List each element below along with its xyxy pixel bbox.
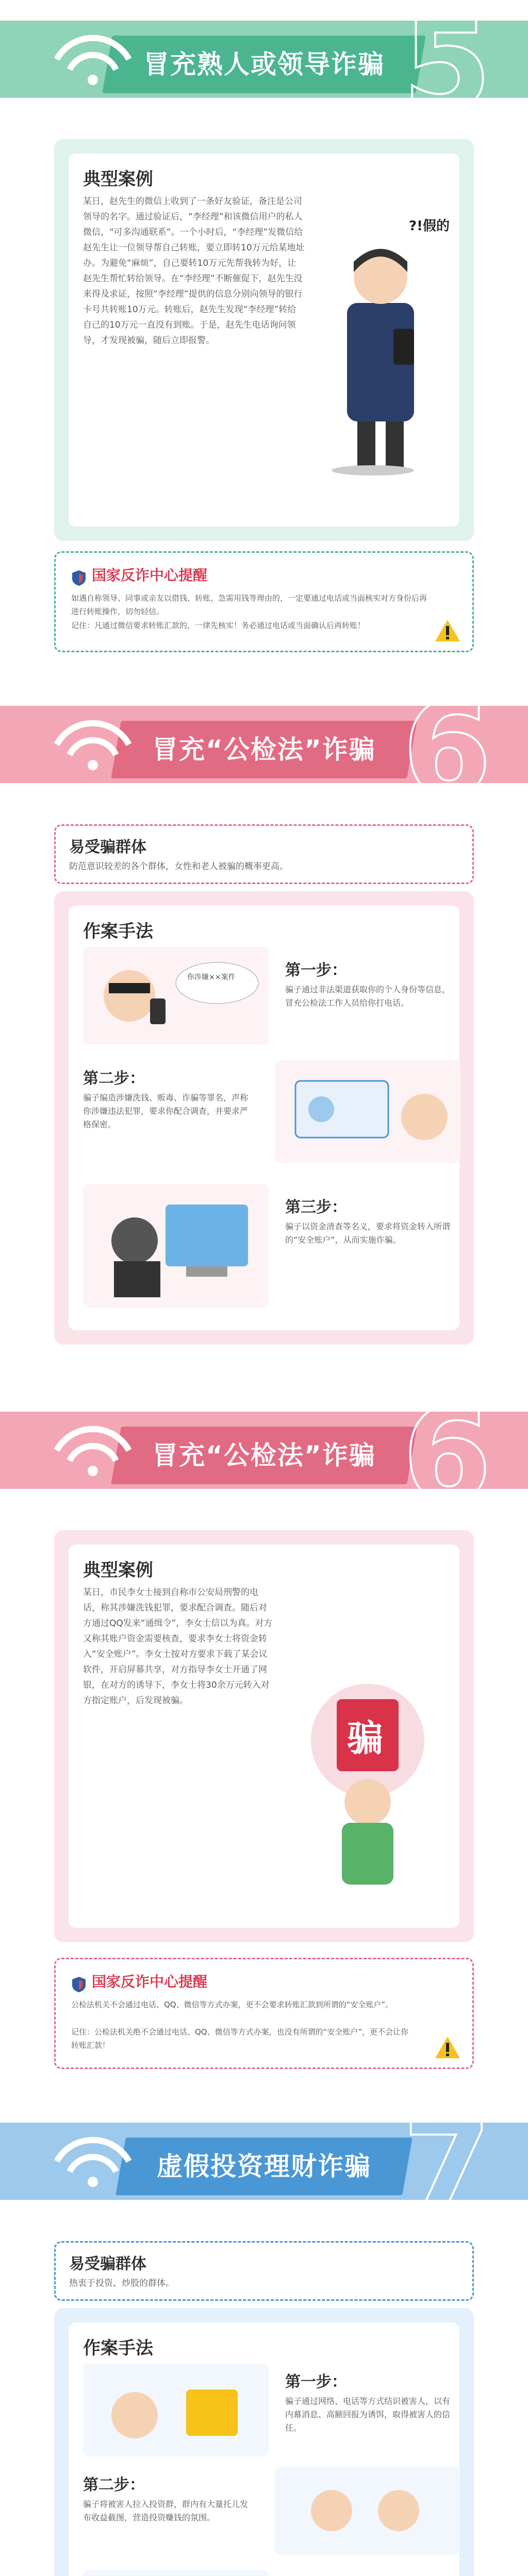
step2-text: 骗子将被害人拉入投资群，群内有大量托儿发布收益截图，营造投资赚钱的氛围。 [83, 2499, 249, 2522]
bubble-text: 你涉嫌××案件 [187, 973, 236, 981]
step1-title: 第一步： [285, 961, 347, 979]
step3-title: 第三步： [285, 1198, 347, 1216]
id-card-illustration [275, 1060, 460, 1163]
step1-title: 第一步： [285, 2373, 347, 2391]
victims-box [54, 824, 474, 884]
step2-title: 第二步： [83, 2476, 145, 2494]
platform-illustration [83, 2570, 269, 2576]
scammer-illustration [316, 195, 450, 483]
banner-7a [0, 2091, 528, 2241]
group-chat-illustration [275, 2467, 460, 2554]
banner-5 [0, 0, 528, 139]
section-title: 冒充熟人或领导诈骗 [102, 36, 426, 93]
warning-title: 国家反诈中心提醒 [92, 1973, 208, 1990]
section-number: 6 [402, 1380, 492, 1530]
victims-box [54, 2241, 474, 2301]
banner-6b [0, 1380, 528, 1530]
fraud-stamp: 骗 [347, 1717, 383, 1759]
warning-triangle-icon [434, 2036, 461, 2059]
case-card [54, 139, 474, 541]
method-card [54, 891, 474, 1345]
case-title: 典型案例 [83, 169, 153, 190]
section-title: 虚假投资理财诈骗 [116, 2138, 412, 2195]
warning-box [54, 1958, 474, 2069]
wifi-icon [46, 2130, 139, 2192]
victims-title: 易受骗群体 [69, 2255, 146, 2273]
section-number: 6 [402, 674, 492, 824]
warning-text: 如遇自称领导、同事或亲友以借钱、转账、急需用钱等理由的，一定要通过电话或当面核实对方身份后再进行转账操作，切勿轻信。 [71, 594, 427, 616]
victims-title: 易受骗群体 [69, 838, 146, 856]
speech-bubble: ?!假的 [409, 218, 450, 234]
thief-computer-illustration [83, 1184, 269, 1308]
bait-illustration [83, 2364, 269, 2456]
case-card [54, 1530, 474, 1942]
wifi-icon [46, 1419, 139, 1481]
section-title: 冒充“公检法”诈骗 [111, 721, 417, 778]
step2-text: 骗子编造涉嫌洗钱、贩毒、诈骗等罪名，声称你涉嫌违法犯罪，要求你配合调查，并要求严格保密。 [83, 1093, 249, 1129]
step2-title: 第二步： [83, 1070, 145, 1088]
method-card [54, 2308, 474, 2576]
wifi-icon [46, 28, 139, 90]
warning-text-2: 记住：公检法机关绝不会通过电话、QQ、微信等方式办案，也没有所谓的“安全账户”，更不会让你转账汇款！ [71, 2027, 409, 2050]
warning-title: 国家反诈中心提醒 [92, 567, 208, 584]
warning-text-2: 记住：凡通过微信要求转账汇款的，一律先核实！务必通过电话或当面确认后再转账！ [71, 621, 366, 630]
victims-text: 热衷于投资、炒股的群体。 [69, 2278, 174, 2289]
case-title: 典型案例 [83, 1560, 153, 1581]
shield-icon [71, 1976, 87, 1993]
step3-text: 骗子以资金清查等名义，要求将资金转入所谓的“安全账户”，从而实施诈骗。 [285, 1222, 451, 1245]
method-title: 作案手法 [83, 921, 153, 942]
method-title: 作案手法 [83, 2338, 153, 2359]
phone-scammer-illustration [83, 947, 269, 1045]
wifi-icon [46, 714, 139, 775]
section-number: 5 [402, 0, 492, 139]
shield-icon [71, 569, 87, 587]
step1-text: 骗子通过非法渠道获取你的个人身份等信息，冒充公检法工作人员给你打电话。 [285, 985, 451, 1008]
banner-6a [0, 674, 528, 824]
step1-text: 骗子通过网络、电话等方式结识被害人，以有内幕消息、高额回报为诱饵，取得被害人的信任。 [285, 2396, 451, 2433]
victims-text: 防范意识较差的各个群体，女性和老人被骗的概率更高。 [69, 861, 288, 872]
section-number: 7 [402, 2091, 492, 2241]
case-text: 某日，赵先生的微信上收到了一条好友验证，备注是公司领导的名字。通过验证后，“李经理”和该微信用户的私人微信，“可多沟通联系”。一个小时后，“李经理”发微信给赵先生让一位领导帮自己转账，要立即转10万元给某地址办。为避免“麻烦”，自己要转10万元先帮我转为好，让赵先生帮忙转给领导。在“李经理”不断催促下，赵先生没来得及求证，按照“李经理”提供的信息分别向领导的银行卡号共转账10万元。转账后，赵先生发现“李经理”转给自己的10万元一直没有到账。于是，赵先生电话询问领导，才发现被骗，随后立即报警。 [83, 196, 305, 346]
warning-text: 公检法机关不会通过电话、QQ、微信等方式办案，更不会要求转账汇款到所谓的“安全账户”。 [71, 2000, 393, 2009]
warning-triangle-icon [434, 619, 461, 642]
warning-box [54, 551, 474, 652]
section-title: 冒充“公检法”诈骗 [111, 1427, 417, 1484]
case-text: 某日，市民李女士接到自称市公安局刑警的电话，称其涉嫌洗钱犯罪，要求配合调查。随后对方通过QQ发来“通缉令”，李女士信以为真。对方又称其账户资金需要核查，要求李女士将资金转入“安全账户”。李女士按对方要求下载了某会议软件，开启屏幕共享，对方指导李女士开通了网银，在对方的诱导下，李女士将30余万元转入对方指定账户，后发现被骗。 [83, 1587, 273, 1706]
fraud-victim-illustration [285, 1668, 450, 1895]
